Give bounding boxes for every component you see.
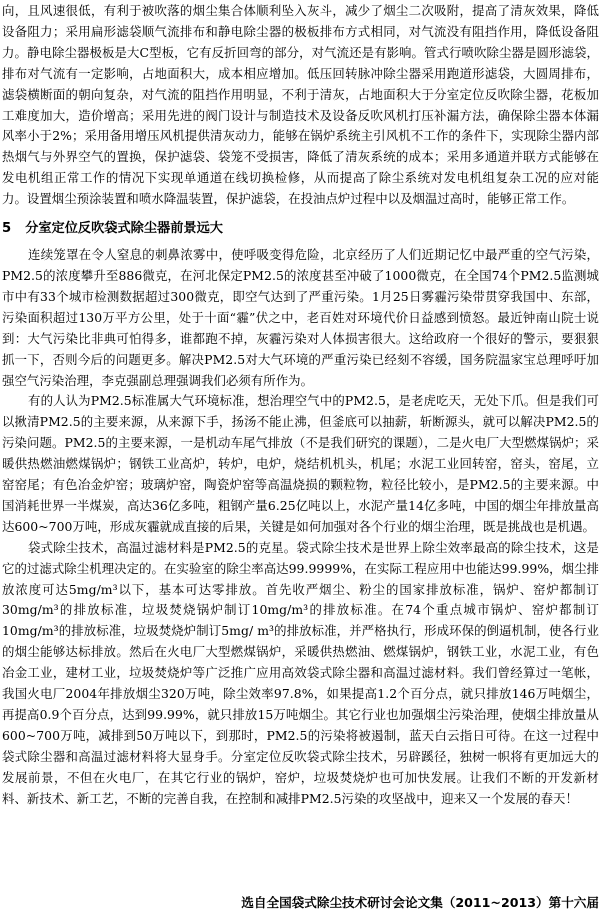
body-paragraph-2: 有的人认为PM2.5标准属大气环境标准，想治理空气中的PM2.5，是老虎吃天，无处下爪。但是我们可以揪清PM2.5的主要来源，从来源下手，扬汤不能止沸，但釜底可以抽薪，斩断源头，就可以解决PM2.5的污染问题。PM2.5的主要来源，一是机动车尾气排放（不是我们研究的课题），二是火电厂大型燃煤锅炉；采暖供热燃油燃煤锅炉；钢铁工业高炉，转炉，电炉，烧结机机头，机尾；水泥工业回转窑，窑头，窑尾，立窑窑尾；有色冶金炉窑；玻璃炉窑，陶瓷炉窑等高温烧损的颗粒物，粒径比较小，是PM2.5的主要来源。中国消耗世界一半煤炭，高达36亿多吨，粗钢产量6.25亿吨以上，水泥产量14亿多吨，中国的烟尘年排放量高达600~700万吨，形成灰霾就成直接的后果，关键是如何加强对各个行业的烟尘治理，既是挑战也是机遇。 — [2, 393, 599, 534]
body-paragraph-3: 袋式除尘技术，高温过滤材料是PM2.5的克星。袋式除尘技术是世界上除尘效率最高的除尘技术，这是它的过滤式除尘机理决定的。在实验室的除尘率高达99.9999%，在实际工程应用中也能达99.99%，烟尘排放浓度可达5mg/m³以下，基本可达零排放。首先收严烟尘、粉尘的国家排放标准，锅炉、窑炉都制订30mg/m³的排放标准，垃圾焚烧锅炉制订10mg/m³的排放标准。在74个重点城市锅炉、窑炉都制订10mg/m³的排放标准，垃圾焚烧炉制订5mg/ m³的排放标准，并严格执行，形成环保的倒逼机制，使各行业的烟尘能够达标排放。然后在火电厂大型燃煤锅炉，采暖供热燃油、燃煤锅炉，钢铁工业，水泥工业，有色冶金工业，建材工业，垃圾焚烧炉等广泛推广应用高效袋式除尘器和高温过滤材料。我们曾经算过一笔帐，我国火电厂2004年排放烟尘320万吨，除尘效率97.8%，如果提高1.2个百分点，就只排放146万吨烟尘，再提高0.9个百分点，达到99.99%，就只排放15万吨烟尘。其它行业也加强烟尘污染治理，使烟尘排放量从600~700万吨，减排到50万吨以下，到那时，PM2.5的污染将被遏制，蓝天白云指日可待。在这一过程中袋式除尘器和高温过滤材料将大显身手。分室定位反吹袋式除尘技术，另辟蹊径，独树一帜将有更加远大的发展前景，不但在火电厂，在其它行业的锅炉，窑炉，垃圾焚烧炉也可加快发展。让我们不断的开发新材料、新技术、新工艺，不断的完善自我，在控制和减排PM2.5污染的攻坚战中，迎来又一个发展的春天！ — [2, 539, 599, 806]
body-paragraph-1: 连续笼罩在令人窒息的刺鼻浓雾中，使呼吸变得危险，北京经历了人们近期记忆中最严重的空气污染，PM2.5的浓度攀升至886微克，在河北保定PM2.5的浓度甚至冲破了1000微克，在全国74个PM2.5监测城市中有33个城市检测数据超过300微克，即空气达到了严重污染。1月25日雾霾污染带贯穿我国中、东部，污染面积超过130万平方公里，处于十面“霾”伏之中，老百姓对环境代价日益感到愤怒。最近钟南山院士说到：大气污染比非典可怕得多，谁都跑不掉，灰霾污染对人体损害很大。这给政府一个很好的警示，要狠狠抓一下，否则今后的问题更多。解决PM2.5对大气环境的严重污染已经刻不容缓，国务院温家宝总理呼吁加强空气污染治理，李克强副总理强调我们必须有所作为。 — [2, 247, 599, 388]
section-number: 5 — [2, 221, 12, 237]
section-heading — [2, 219, 599, 239]
page-footer: 选自全国袋式除尘技术研讨会论文集（2011~2013）第十六届 — [241, 895, 599, 910]
section-title: 分室定位反吹袋式除尘器前景远大 — [25, 221, 223, 237]
intro-paragraph: 向，且风速很低，有利于被吹落的烟尘集合体顺利坠入灰斗，减少了烟尘二次吸附，提高了清灰效果，降低设备阻力；采用扁形滤袋顺气流排布和静电除尘器的极板排布方式相同，对气流没有阻挡作用，降低设备阻力。静电除尘器极板是大C型板，它有反折回弯的部分，对气流还是有影响。管式行喷吹除尘器是圆形滤袋，排布对气流有一定影响，占地面积大，成本相应增加。低压回转脉冲除尘器采用跑道形滤袋，大圆周排布，滤袋横断面的朝向复杂，对气流的阻挡作用明显，不利于清灰，占地面积大于分室定位反吹除尘器，花板加工难度加大，造价增高；采用先进的阀门设计与制造技术及设备反吹风机打压补漏方法，确保除尘器本体漏风率小于2%；采用备用增压风机提供清灰动力，能够在锅炉系统主引风机不工作的条件下，实现除尘器内部热烟气与外界空气的置换，保护滤袋、袋笼不受损害，降低了清灰系统的成本；采用多通道并联方式能够在发电机组正常工作的情况下实现单通道在线切换检修，从而提高了除尘系统对发电机组复杂工况的应对能力。设置烟尘预涂装置和喷水降温装置，保护滤袋，在投油点炉过程中以及烟温过高时，能够正常工作。 — [2, 3, 599, 207]
